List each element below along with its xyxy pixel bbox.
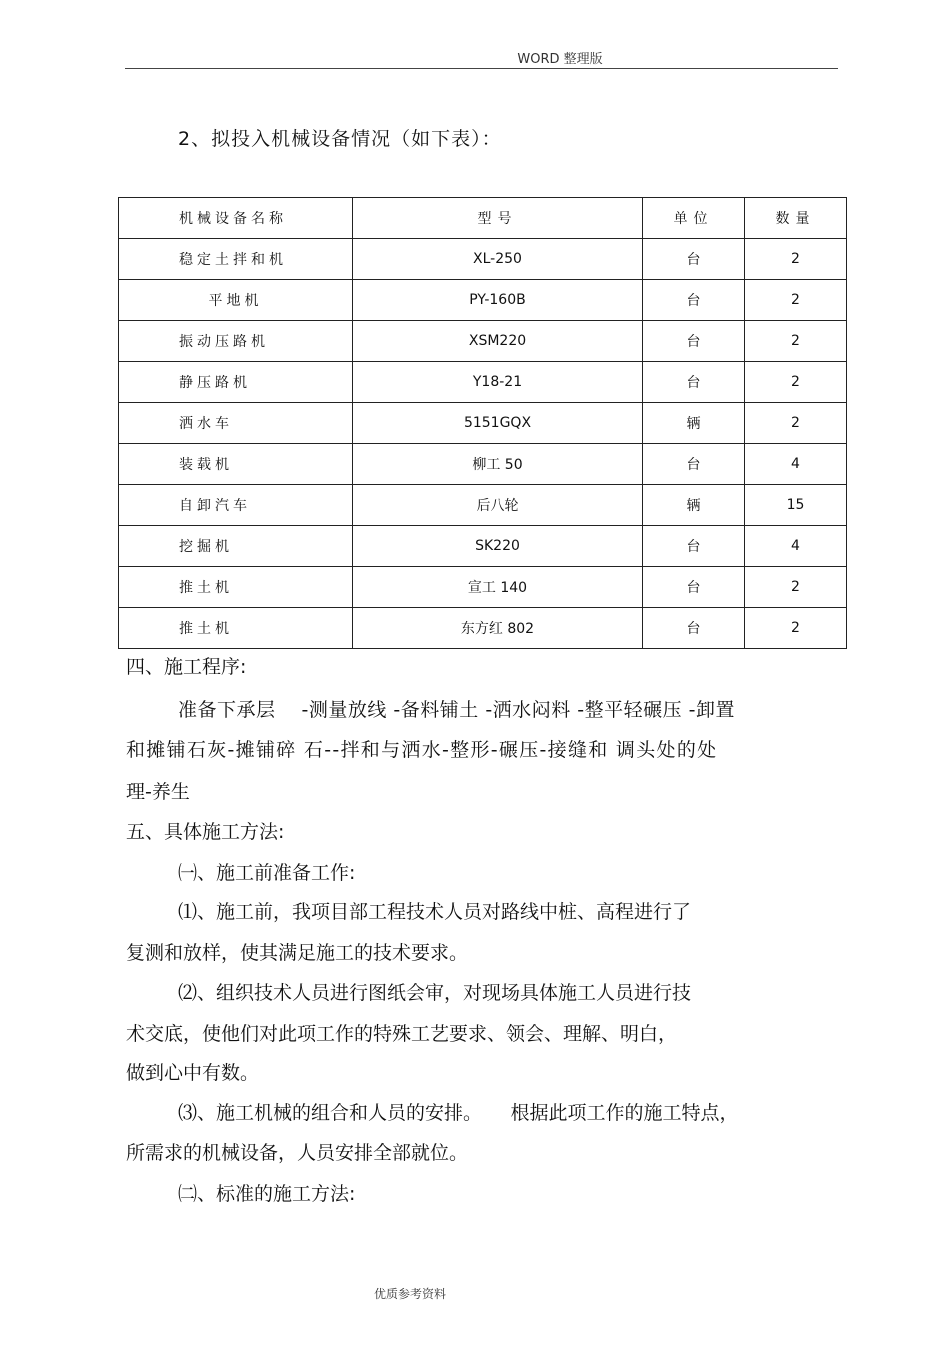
header-model: 型号 (353, 198, 643, 239)
header-rule (125, 68, 838, 69)
cell-model: Y18-21 (353, 362, 643, 403)
cell-model: 5151GQX (353, 403, 643, 444)
cell-model: XSM220 (353, 321, 643, 362)
paragraph-line: 术交底，使他们对此项工作的特殊工艺要求、领会、理解、明白， (126, 1023, 678, 1045)
cell-unit: 台 (643, 239, 745, 280)
cell-equipment-name: 洒水车 (119, 403, 353, 444)
cell-quantity: 2 (745, 280, 847, 321)
cell-quantity: 2 (745, 403, 847, 444)
cell-unit: 台 (643, 280, 745, 321)
procedure-heading: 四、施工程序: (126, 656, 247, 678)
cell-unit: 辆 (643, 485, 745, 526)
cell-equipment-name: 推土机 (119, 608, 353, 649)
cell-unit: 台 (643, 444, 745, 485)
cell-model: 东方红 802 (353, 608, 643, 649)
table-row (119, 321, 847, 362)
table-header-row (119, 198, 847, 239)
cell-equipment-name: 振动压路机 (119, 321, 353, 362)
cell-equipment-name: 装载机 (119, 444, 353, 485)
table-row (119, 444, 847, 485)
cell-model: XL-250 (353, 239, 643, 280)
table-row (119, 362, 847, 403)
cell-unit: 台 (643, 608, 745, 649)
cell-equipment-name: 自卸汽车 (119, 485, 353, 526)
header-text: WORD 整理版 (517, 52, 603, 67)
cell-equipment-name: 稳定土拌和机 (119, 239, 353, 280)
cell-unit: 台 (643, 526, 745, 567)
cell-model: 宣工 140 (353, 567, 643, 608)
paragraph-line: ⑶、施工机械的组合和人员的安排。 根据此项工作的施工特点， (178, 1102, 739, 1124)
procedure-line: 理-养生 (126, 781, 190, 803)
paragraph-line: 复测和放样，使其满足施工的技术要求。 (126, 942, 469, 964)
cell-equipment-name: 挖掘机 (119, 526, 353, 567)
table-row (119, 608, 847, 649)
table-row (119, 567, 847, 608)
paragraph-line: ⑵、组织技术人员进行图纸会审，对现场具体施工人员进行技 (178, 982, 692, 1004)
cell-equipment-name: 静压路机 (119, 362, 353, 403)
cell-quantity: 2 (745, 321, 847, 362)
table-row (119, 239, 847, 280)
cell-model: 后八轮 (353, 485, 643, 526)
cell-quantity: 15 (745, 485, 847, 526)
standard-heading: ㈡、标准的施工方法: (178, 1183, 356, 1205)
prep-heading: ㈠、施工前准备工作: (178, 862, 356, 884)
cell-quantity: 4 (745, 444, 847, 485)
paragraph-line: 所需求的机械设备，人员安排全部就位。 (126, 1142, 469, 1164)
cell-quantity: 4 (745, 526, 847, 567)
cell-model: PY-160B (353, 280, 643, 321)
cell-equipment-name: 推土机 (119, 567, 353, 608)
cell-unit: 台 (643, 321, 745, 362)
procedure-line: 和摊铺石灰-摊铺碎 石--拌和与洒水-整形-碾压-接缝和 调头处的处 (126, 739, 718, 761)
cell-quantity: 2 (745, 362, 847, 403)
header-unit: 单位 (643, 198, 745, 239)
cell-quantity: 2 (745, 239, 847, 280)
procedure-line: 准备下承层 -测量放线 -备料铺土 -洒水闷料 -整平轻碾压 -卸置 (178, 699, 735, 721)
paragraph-line: ⑴、施工前，我项目部工程技术人员对路线中桩、高程进行了 (178, 901, 692, 923)
table-row (119, 403, 847, 444)
cell-unit: 台 (643, 567, 745, 608)
header-equipment-name: 机械设备名称 (119, 198, 353, 239)
cell-model: 柳工 50 (353, 444, 643, 485)
cell-model: SK220 (353, 526, 643, 567)
cell-unit: 台 (643, 362, 745, 403)
header-quantity: 数量 (745, 198, 847, 239)
page-footer: 优质参考资料 (373, 1287, 446, 1301)
cell-quantity: 2 (745, 567, 847, 608)
cell-quantity: 2 (745, 608, 847, 649)
equipment-table (118, 197, 847, 649)
cell-unit: 辆 (643, 403, 745, 444)
cell-equipment-name: 平地机 (119, 280, 353, 321)
table-row (119, 485, 847, 526)
method-heading: 五、具体施工方法: (126, 821, 285, 843)
table-row (119, 280, 847, 321)
table-row (119, 526, 847, 567)
section-title: 2、拟投入机械设备情况（如下表）： (178, 128, 502, 150)
paragraph-line: 做到心中有数。 (126, 1062, 260, 1084)
